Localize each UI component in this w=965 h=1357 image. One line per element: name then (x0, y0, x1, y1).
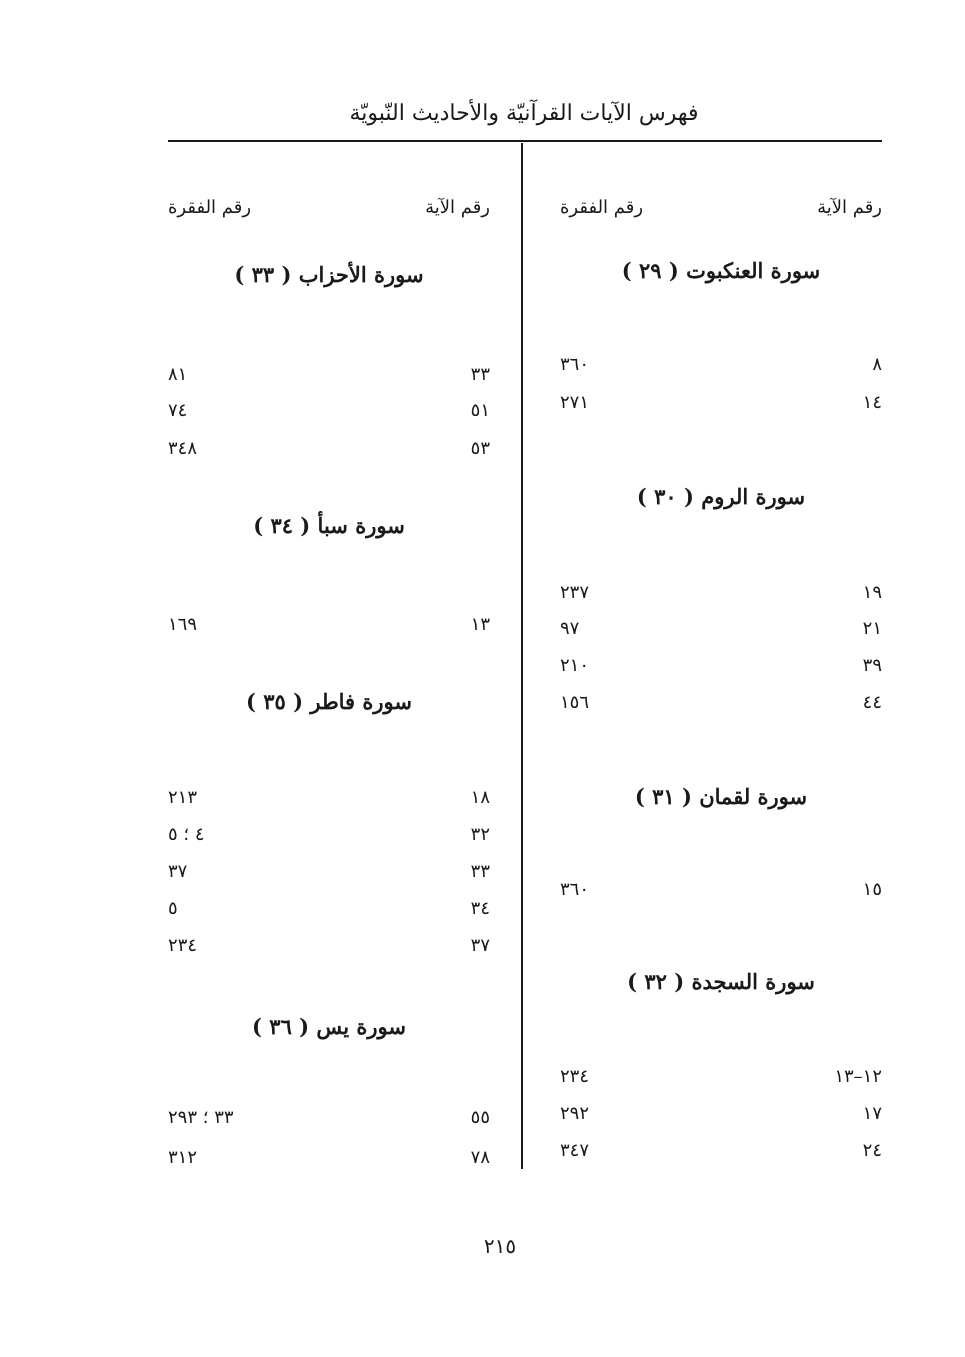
verse-number: ٧٨ (470, 1147, 490, 1168)
verse-number-label: رقم الآية (425, 197, 490, 218)
surah-title: سورة يس ( ٣٦ ) (252, 1014, 406, 1039)
index-entry (560, 1099, 882, 1129)
verse-number: ١٧ (862, 1103, 882, 1124)
verse-number: ٥٥ (470, 1107, 490, 1128)
paragraph-number: ١٦٩ (168, 614, 198, 635)
index-entry (560, 614, 882, 644)
paragraph-number: ٣٤٨ (168, 438, 198, 459)
verse-number: ١٨ (470, 787, 490, 808)
verse-number: ٣٢ (470, 824, 490, 845)
page-header-title: فهرس الآيات القرآنيّة والأحاديث النّبويّة (349, 101, 699, 126)
index-entry (168, 434, 490, 464)
index-entry (560, 350, 882, 380)
verse-number: ٣٣ (470, 861, 490, 882)
paragraph-number: ٣٧ (168, 861, 188, 882)
index-entry (168, 610, 490, 640)
paragraph-number: ٤ ؛ ٥ (168, 824, 205, 845)
index-column-right (560, 0, 882, 1357)
surah-title: سورة لقمان ( ٣١ ) (634, 784, 808, 809)
verse-number-label: رقم الآية (817, 197, 882, 218)
paragraph-number: ٥ (168, 898, 178, 919)
index-entry (168, 783, 490, 813)
paragraph-number: ٨١ (168, 364, 188, 385)
paragraph-number: ٢٣٤ (560, 1066, 590, 1087)
surah-title: سورة الروم ( ٣٠ ) (636, 484, 806, 509)
verse-number: ١٩ (862, 582, 882, 603)
paragraph-number: ٢٧١ (560, 392, 590, 413)
surah-title: سورة فاطر ( ٣٥ ) (245, 689, 412, 714)
index-column-left (168, 0, 490, 1357)
paragraph-number: ٣٣ ؛ ٢٩٣ (168, 1107, 234, 1128)
paragraph-number-label: رقم الفقرة (168, 197, 252, 218)
index-entry (168, 857, 490, 887)
surah-title: سورة السجدة ( ٣٢ ) (627, 969, 815, 994)
verse-number: ٣٣ (470, 364, 490, 385)
index-entry (168, 396, 490, 426)
column-header (560, 197, 882, 231)
index-entry (560, 578, 882, 608)
surah-title: سورة العنكبوت ( ٢٩ ) (621, 258, 821, 283)
paragraph-number: ١٥٦ (560, 692, 590, 713)
paragraph-number: ٢٣٧ (560, 582, 590, 603)
index-entry (168, 360, 490, 390)
paragraph-number: ٣٦٠ (560, 879, 590, 900)
surah-title: سورة سبأ ( ٣٤ ) (253, 513, 405, 538)
index-entry (168, 1103, 490, 1133)
verse-number: ٨ (872, 354, 882, 375)
verse-number: ٥٣ (470, 438, 490, 459)
verse-number: ١٣ (470, 614, 490, 635)
verse-number: ١٤ (862, 392, 882, 413)
index-entry (560, 651, 882, 681)
verse-number: ٢١ (862, 618, 882, 639)
column-header (168, 197, 490, 231)
index-entry (168, 931, 490, 961)
verse-number: ٥١ (470, 400, 490, 421)
page-number: ٢١٥ (483, 1234, 517, 1258)
column-divider (521, 143, 523, 1169)
index-entry (560, 1136, 882, 1166)
paragraph-number: ٢٩٢ (560, 1103, 590, 1124)
paragraph-number: ٣٤٧ (560, 1140, 590, 1161)
index-entry (168, 1143, 490, 1173)
index-entry (560, 688, 882, 718)
paragraph-number: ٩٧ (560, 618, 580, 639)
paragraph-number: ٣٦٠ (560, 354, 590, 375)
verse-number: ١٥ (862, 879, 882, 900)
paragraph-number: ٢٣٤ (168, 935, 198, 956)
paragraph-number-label: رقم الفقرة (560, 197, 644, 218)
verse-number: ١٢–١٣ (834, 1066, 882, 1087)
index-entry (560, 1062, 882, 1092)
paragraph-number: ٣١٢ (168, 1147, 198, 1168)
verse-number: ٢٤ (862, 1140, 882, 1161)
verse-number: ٤٤ (862, 692, 882, 713)
verse-number: ٣٧ (470, 935, 490, 956)
surah-title: سورة الأحزاب ( ٣٣ ) (234, 262, 424, 287)
paragraph-number: ٧٤ (168, 400, 188, 421)
verse-number: ٣٩ (862, 655, 882, 676)
paragraph-number: ٢١٠ (560, 655, 590, 676)
index-entry (168, 820, 490, 850)
index-entry (168, 894, 490, 924)
verse-number: ٣٤ (470, 898, 490, 919)
paragraph-number: ٢١٣ (168, 787, 198, 808)
index-entry (560, 875, 882, 905)
index-entry (560, 388, 882, 418)
